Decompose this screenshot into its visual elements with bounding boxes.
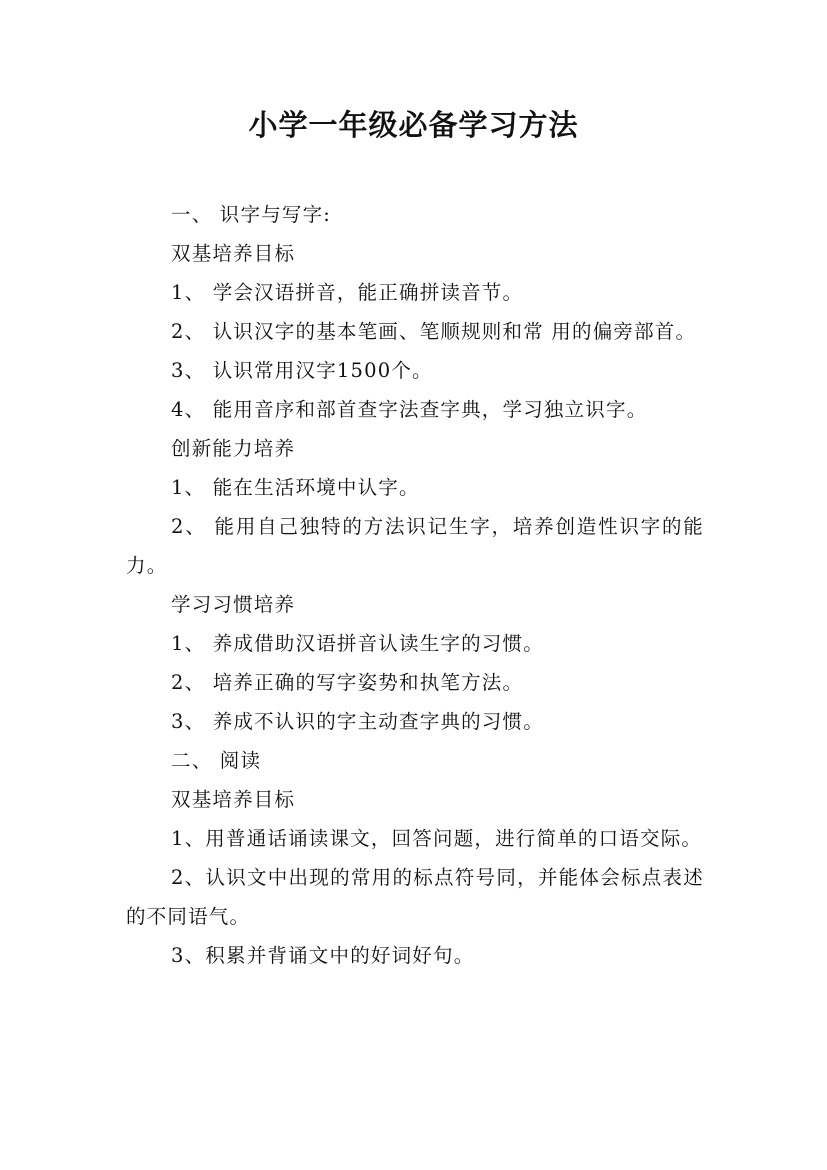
subheading-habits: 学习习惯培养 — [171, 593, 296, 616]
document-body — [126, 195, 704, 975]
list-item: 1、 养成借助汉语拼音认读生字的习惯。 — [171, 632, 544, 655]
list-item: 1、 能在生活环境中认字。 — [171, 476, 420, 499]
subheading-basic-goals: 双基培养目标 — [171, 788, 296, 811]
section-heading-literacy: 一、 识字与写字: — [171, 203, 332, 226]
list-item: 2、认识文中出现的常用的标点符号同，并能体会标点表述的不同语气。 — [126, 866, 704, 928]
list-item: 4、 能用音序和部首查字法查字典，学习独立识字。 — [171, 398, 648, 421]
list-item: 1、 学会汉语拼音，能正确拼读音节。 — [171, 281, 524, 304]
subheading-innovation: 创新能力培养 — [171, 437, 296, 460]
list-item: 2、 培养正确的写字姿势和执笔方法。 — [171, 671, 524, 694]
section-heading-reading: 二、 阅读 — [171, 749, 262, 772]
document-title: 小学一年级必备学习方法 — [248, 108, 579, 142]
list-item: 2、 认识汉字的基本笔画、笔顺规则和常 用的偏旁部首。 — [171, 320, 697, 343]
list-item: 2、 能用自己独特的方法识记生字，培养创造性识字的能力。 — [126, 515, 704, 577]
list-item: 1、用普通话诵读课文，回答问题，进行简单的口语交际。 — [171, 827, 703, 850]
list-item: 3、 认识常用汉字1500个。 — [171, 359, 433, 382]
subheading-basic-goals: 双基培养目标 — [171, 242, 296, 265]
list-item: 3、积累并背诵文中的好词好句。 — [171, 944, 475, 967]
list-item: 3、 养成不认识的字主动查字典的习惯。 — [171, 710, 544, 733]
